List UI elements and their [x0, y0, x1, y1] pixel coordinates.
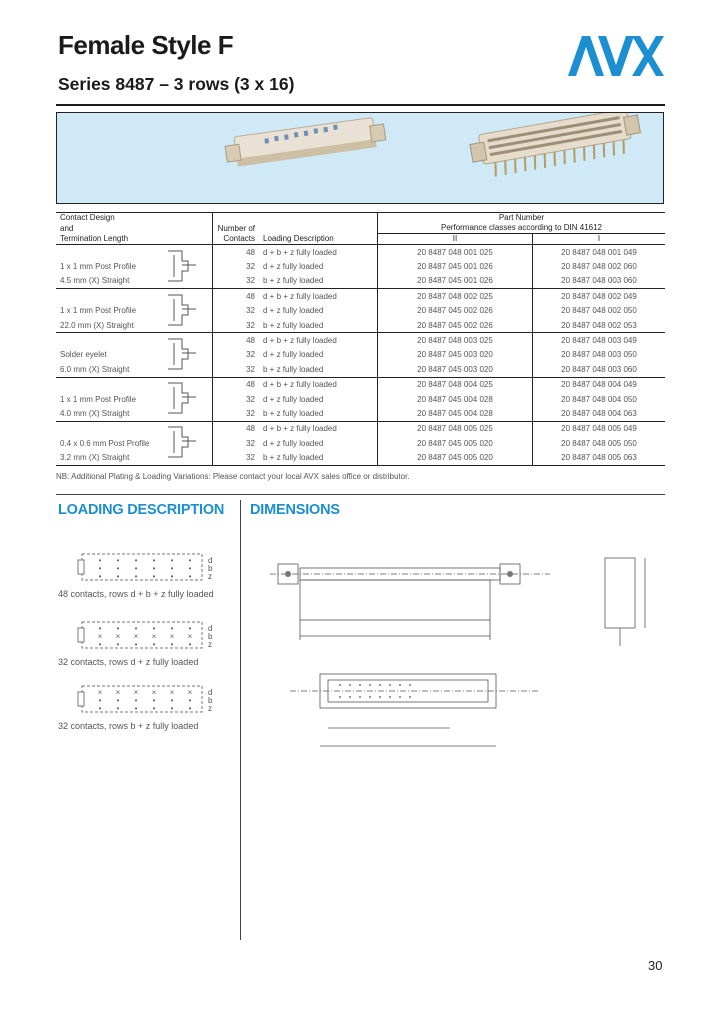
- part-number-ii: 20 8487 048 002 025: [378, 289, 533, 304]
- contact-design-text: 4.5 mm (X) Straight: [60, 276, 130, 286]
- part-number-ii: 20 8487 045 003 020: [378, 348, 533, 362]
- product-photo-panel: [56, 112, 664, 204]
- contact-count: 32: [213, 348, 260, 362]
- part-number-ii: 20 8487 045 003 020: [378, 362, 533, 377]
- part-number-table: [56, 212, 665, 466]
- table-row: [56, 362, 665, 377]
- part-number-ii: 20 8487 048 001 025: [378, 245, 533, 260]
- part-number-i: 20 8487 048 002 050: [533, 304, 666, 318]
- part-number-i: 20 8487 048 003 050: [533, 348, 666, 362]
- contact-mark: •: [98, 624, 102, 633]
- part-number-ii: 20 8487 045 001 026: [378, 274, 533, 289]
- contact-count: 32: [213, 450, 260, 465]
- loading-text: d + b + z fully loaded: [259, 421, 378, 436]
- header-rule: [56, 104, 665, 106]
- col-contacts: Contacts: [213, 234, 260, 245]
- part-number-i: 20 8487 048 003 060: [533, 362, 666, 377]
- col-contact-design-and: and: [60, 223, 74, 233]
- contact-mark: •: [152, 556, 156, 565]
- table-row: [56, 289, 665, 304]
- contact-design-text: Solder eyelet: [60, 350, 107, 360]
- loading-text: d + z fully loaded: [263, 350, 324, 360]
- row-label: d: [208, 556, 213, 565]
- contact-design-text: 0.4 x 0.6 mm Post Profile: [60, 438, 150, 448]
- page-number: 30: [648, 958, 663, 973]
- part-number-ii: 20 8487 045 004 028: [378, 392, 533, 406]
- row-label: b: [208, 696, 213, 705]
- contact-count: 32: [213, 362, 260, 377]
- contact-mark: •: [188, 704, 192, 713]
- contact-mark: •: [188, 572, 192, 581]
- part-number-i: 20 8487 048 002 053: [533, 318, 666, 333]
- loading-text: b + z fully loaded: [263, 453, 324, 463]
- col-class-ii: II: [378, 234, 533, 245]
- part-number-ii: 20 8487 045 004 028: [378, 406, 533, 421]
- part-number-i: 20 8487 048 003 060: [533, 274, 666, 289]
- contact-count: 48: [213, 333, 260, 348]
- contact-design-text: 22.0 mm (X) Straight: [60, 320, 134, 330]
- loading-text: b + z fully loaded: [263, 276, 324, 286]
- col-loading-description: Loading Description: [263, 234, 334, 243]
- table-row: [56, 333, 665, 348]
- dimension-drawing: [250, 528, 662, 758]
- dim-body-lower: [300, 580, 490, 620]
- section-rule: [56, 494, 665, 495]
- contact-count: 32: [213, 259, 260, 273]
- loading-text: d + b + z fully loaded: [259, 245, 378, 260]
- contact-mark: •: [116, 640, 120, 649]
- col-class-i: I: [533, 234, 666, 245]
- part-number-ii: 20 8487 045 001 026: [378, 259, 533, 273]
- contact-design-text: 1 x 1 mm Post Profile: [60, 306, 137, 316]
- loading-text: d + z fully loaded: [263, 262, 324, 272]
- loading-text: d + z fully loaded: [263, 438, 324, 448]
- part-number-i: 20 8487 048 005 063: [533, 450, 666, 465]
- contact-mark: ×: [133, 688, 139, 697]
- loading-description-heading: LOADING DESCRIPTION: [58, 502, 225, 518]
- contact-mark: •: [170, 696, 174, 705]
- dimensions-heading: DIMENSIONS: [250, 502, 340, 518]
- contact-design-text: [56, 377, 154, 392]
- page-subtitle: Series 8487 – 3 rows (3 x 16): [58, 74, 295, 94]
- part-number-i: 20 8487 048 004 063: [533, 406, 666, 421]
- contact-count: 32: [213, 406, 260, 421]
- contact-mark: •: [134, 640, 138, 649]
- table-row: [56, 274, 665, 289]
- part-number-ii: 20 8487 048 004 025: [378, 377, 533, 392]
- contact-mark: •: [152, 624, 156, 633]
- loading-text: d + b + z fully loaded: [259, 333, 378, 348]
- contact-mark: •: [98, 696, 102, 705]
- contact-count: 48: [213, 289, 260, 304]
- loading-text: d + b + z fully loaded: [259, 377, 378, 392]
- loading-caption: 48 contacts, rows d + b + z fully loaded: [58, 589, 214, 599]
- contact-count: 32: [213, 304, 260, 318]
- contact-mark: •: [152, 640, 156, 649]
- contact-mark: •: [152, 704, 156, 713]
- row-label: z: [208, 704, 212, 713]
- table-row: [56, 348, 665, 362]
- contact-mark: •: [152, 696, 156, 705]
- contact-mark: ×: [169, 688, 175, 697]
- part-number-i: 20 8487 048 003 049: [533, 333, 666, 348]
- contact-design-text: 1 x 1 mm Post Profile: [60, 394, 137, 404]
- contact-mark: ×: [151, 688, 157, 697]
- loading-diagram: [58, 620, 218, 667]
- loading-text: d + b + z fully loaded: [259, 289, 378, 304]
- contact-design-text: 4.0 mm (X) Straight: [60, 408, 130, 418]
- contact-design-text: [56, 289, 154, 304]
- part-number-i: 20 8487 048 005 050: [533, 436, 666, 450]
- contact-mark: •: [116, 696, 120, 705]
- contact-mark: •: [116, 624, 120, 633]
- loading-diagram: [58, 684, 218, 731]
- contact-mark: ×: [169, 632, 175, 641]
- row-label: d: [208, 688, 213, 697]
- col-number-of: Number of: [213, 223, 260, 234]
- part-number-ii: 20 8487 048 005 025: [378, 421, 533, 436]
- loading-text: b + z fully loaded: [263, 408, 324, 418]
- row-label: z: [208, 640, 212, 649]
- col-termination-length: Termination Length: [60, 234, 129, 243]
- contact-design-icon: [154, 289, 213, 333]
- contact-count: 32: [213, 274, 260, 289]
- loading-diagram: [58, 552, 218, 599]
- contact-count: 32: [213, 318, 260, 333]
- contact-count: 48: [213, 377, 260, 392]
- contact-mark: •: [134, 572, 138, 581]
- contact-mark: ×: [187, 688, 193, 697]
- contact-mark: •: [98, 556, 102, 565]
- contact-mark: ×: [187, 632, 193, 641]
- contact-mark: •: [98, 564, 102, 573]
- contact-mark: •: [116, 572, 120, 581]
- row-label: z: [208, 572, 212, 581]
- contact-mark: •: [98, 704, 102, 713]
- contact-mark: •: [152, 572, 156, 581]
- contact-mark: ×: [133, 632, 139, 641]
- contact-mark: •: [170, 572, 174, 581]
- contact-mark: •: [188, 624, 192, 633]
- loading-caption: 32 contacts, rows b + z fully loaded: [58, 721, 199, 731]
- loading-caption: 32 contacts, rows d + z fully loaded: [58, 657, 199, 667]
- part-number-ii: 20 8487 045 002 026: [378, 304, 533, 318]
- col-contact-design: Contact Design: [60, 213, 115, 222]
- dim-side-view-body: [605, 558, 635, 628]
- part-number-i: 20 8487 048 002 049: [533, 289, 666, 304]
- table-row: [56, 406, 665, 421]
- contact-mark: •: [116, 564, 120, 573]
- table-row: [56, 392, 665, 406]
- loading-text: d + z fully loaded: [263, 394, 324, 404]
- loading-text: b + z fully loaded: [263, 364, 324, 374]
- col-performance: Performance classes according to DIN 41612: [378, 223, 666, 234]
- contact-mark: •: [134, 624, 138, 633]
- part-number-ii: 20 8487 045 005 020: [378, 450, 533, 465]
- part-number-i: 20 8487 048 001 049: [533, 245, 666, 260]
- contact-mark: •: [98, 640, 102, 649]
- contact-count: 48: [213, 421, 260, 436]
- contact-mark: •: [134, 696, 138, 705]
- contact-count: 32: [213, 436, 260, 450]
- part-number-i: 20 8487 048 004 050: [533, 392, 666, 406]
- row-label: b: [208, 632, 213, 641]
- contact-design-icon: [154, 421, 213, 465]
- page-title: Female Style F: [58, 30, 234, 60]
- part-number-ii: 20 8487 045 002 026: [378, 318, 533, 333]
- contact-mark: •: [116, 556, 120, 565]
- contact-mark: •: [188, 564, 192, 573]
- table-row: [56, 377, 665, 392]
- contact-mark: •: [134, 564, 138, 573]
- column-divider: [240, 500, 241, 940]
- contact-mark: •: [116, 704, 120, 713]
- contact-design-text: 3.2 mm (X) Straight: [60, 453, 130, 463]
- part-number-i: 20 8487 048 002 060: [533, 259, 666, 273]
- part-number-i: 20 8487 048 004 049: [533, 377, 666, 392]
- contact-count: 32: [213, 392, 260, 406]
- avx-logo: [568, 34, 664, 78]
- row-label: b: [208, 564, 213, 573]
- contact-mark: •: [188, 696, 192, 705]
- contact-design-text: [56, 333, 154, 348]
- contact-mark: ×: [97, 688, 103, 697]
- table-row: [56, 259, 665, 273]
- contact-mark: ×: [151, 632, 157, 641]
- contact-design-icon: [154, 245, 213, 289]
- row-label: d: [208, 624, 213, 633]
- contact-design-icon: [154, 333, 213, 377]
- contact-design-text: [56, 421, 154, 436]
- part-number-ii: 20 8487 045 005 020: [378, 436, 533, 450]
- contact-mark: •: [134, 704, 138, 713]
- part-number-ii: 20 8487 048 003 025: [378, 333, 533, 348]
- connector-photo-front: [224, 116, 387, 168]
- table-row: [56, 245, 665, 260]
- contact-mark: •: [170, 564, 174, 573]
- contact-count: 48: [213, 245, 260, 260]
- connector-photo-rear: [469, 113, 644, 180]
- contact-mark: •: [170, 640, 174, 649]
- connector-photos: [57, 113, 663, 203]
- contact-design-text: 6.0 mm (X) Straight: [60, 364, 130, 374]
- table-row: [56, 304, 665, 318]
- table-note: NB: Additional Plating & Loading Variations: Please contact your local AVX sales office or distributor.: [56, 472, 410, 481]
- contact-mark: •: [170, 556, 174, 565]
- contact-design-text: [56, 245, 154, 260]
- contact-mark: •: [170, 624, 174, 633]
- part-number-i: 20 8487 048 005 049: [533, 421, 666, 436]
- table-row: [56, 450, 665, 465]
- contact-mark: ×: [115, 688, 121, 697]
- contact-mark: •: [134, 556, 138, 565]
- contact-mark: •: [188, 640, 192, 649]
- contact-mark: •: [170, 704, 174, 713]
- contact-design-icon: [154, 377, 213, 421]
- table-row: [56, 318, 665, 333]
- loading-text: d + z fully loaded: [263, 306, 324, 316]
- contact-mark: •: [98, 572, 102, 581]
- contact-mark: •: [188, 556, 192, 565]
- contact-mark: ×: [97, 632, 103, 641]
- col-part-number: Part Number: [378, 213, 666, 224]
- table-row: [56, 436, 665, 450]
- contact-mark: •: [152, 564, 156, 573]
- table-row: [56, 421, 665, 436]
- contact-design-text: 1 x 1 mm Post Profile: [60, 262, 137, 272]
- loading-text: b + z fully loaded: [263, 320, 324, 330]
- contact-mark: ×: [115, 632, 121, 641]
